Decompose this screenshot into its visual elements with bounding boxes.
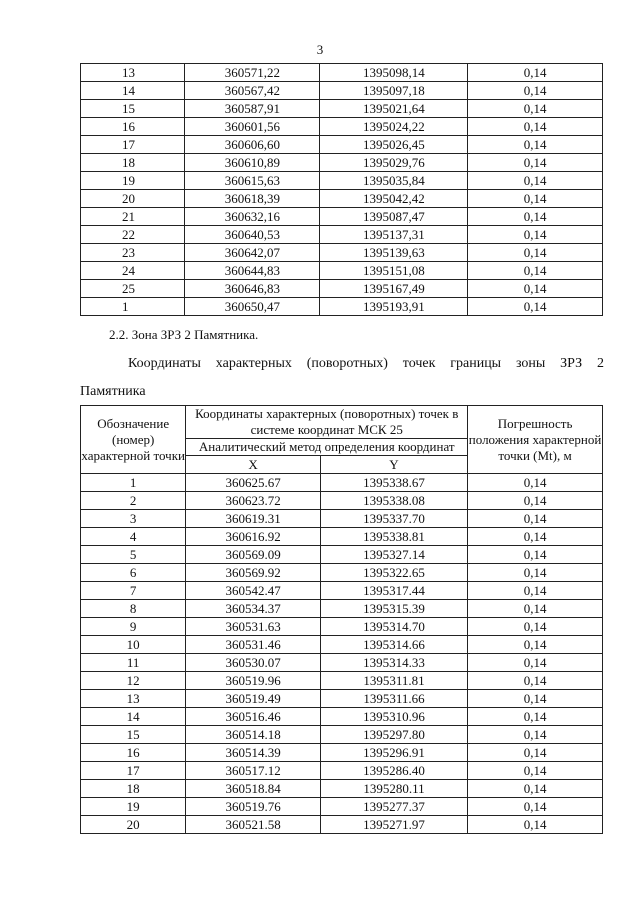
cell-error: 0,14	[468, 280, 603, 298]
table-row	[81, 510, 603, 528]
cell-point-number: 1	[81, 298, 185, 316]
cell-error: 0,14	[468, 262, 603, 280]
cell-error: 0,14	[468, 618, 603, 636]
cell-point-number: 18	[81, 154, 185, 172]
cell-error: 0,14	[468, 744, 603, 762]
table-row	[81, 798, 603, 816]
zone-coordinates-table	[80, 405, 603, 834]
cell-y: 1395338.81	[320, 528, 467, 546]
table-row	[81, 136, 603, 154]
table-row	[81, 564, 603, 582]
cell-x: 360650,47	[185, 298, 320, 316]
section-heading: 2.2. Зона ЗРЗ 2 Памятника.	[109, 327, 259, 342]
cell-point-number: 9	[81, 618, 186, 636]
cell-point-number: 16	[81, 744, 186, 762]
cell-error: 0,14	[468, 582, 603, 600]
table-row	[81, 262, 603, 280]
intro-text-line-1: Координаты характерных (поворотных) точек границы зоны ЗРЗ 2	[128, 356, 604, 371]
cell-error: 0,14	[468, 136, 603, 154]
cell-error: 0,14	[468, 672, 603, 690]
table-row	[81, 82, 603, 100]
cell-y: 1395137,31	[320, 226, 468, 244]
table-row	[81, 546, 603, 564]
cell-y: 1395151,08	[320, 262, 468, 280]
cell-error: 0,14	[468, 244, 603, 262]
table-row	[81, 226, 603, 244]
cell-error: 0,14	[468, 798, 603, 816]
coordinates-table-continued	[80, 63, 603, 316]
cell-x: 360521.58	[186, 816, 320, 834]
cell-error: 0,14	[468, 816, 603, 834]
zone-table-header	[81, 406, 603, 474]
cell-error: 0,14	[468, 298, 603, 316]
cell-y: 1395296.91	[320, 744, 467, 762]
cell-x: 360606,60	[185, 136, 320, 154]
table-row	[81, 744, 603, 762]
table-row	[81, 154, 603, 172]
cell-point-number: 14	[81, 708, 186, 726]
table-row	[81, 636, 603, 654]
cell-point-number: 15	[81, 100, 185, 118]
cell-point-number: 3	[81, 510, 186, 528]
table-row	[81, 762, 603, 780]
cell-x: 360640,53	[185, 226, 320, 244]
cell-error: 0,14	[468, 82, 603, 100]
cell-point-number: 15	[81, 726, 186, 744]
cell-x: 360619.31	[186, 510, 320, 528]
cell-y: 1395337.70	[320, 510, 467, 528]
cell-y: 1395029,76	[320, 154, 468, 172]
header-x: X	[186, 456, 320, 474]
table-row	[81, 816, 603, 834]
cell-error: 0,14	[468, 64, 603, 82]
cell-x: 360519.96	[186, 672, 320, 690]
cell-x: 360516.46	[186, 708, 320, 726]
cell-point-number: 17	[81, 762, 186, 780]
cell-x: 360632,16	[185, 208, 320, 226]
cell-error: 0,14	[468, 100, 603, 118]
cell-x: 360531.63	[186, 618, 320, 636]
cell-point-number: 19	[81, 798, 186, 816]
header-method: Аналитический метод определения координат	[186, 439, 468, 456]
cell-error: 0,14	[468, 474, 603, 492]
cell-error: 0,14	[468, 600, 603, 618]
table-row	[81, 618, 603, 636]
table-row	[81, 118, 603, 136]
cell-y: 1395087,47	[320, 208, 468, 226]
cell-y: 1395042,42	[320, 190, 468, 208]
cell-error: 0,14	[468, 780, 603, 798]
cell-point-number: 2	[81, 492, 186, 510]
table-row	[81, 280, 603, 298]
cell-y: 1395314.66	[320, 636, 467, 654]
table-row	[81, 528, 603, 546]
cell-y: 1395338.08	[320, 492, 467, 510]
cell-y: 1395193,91	[320, 298, 468, 316]
cell-y: 1395271.97	[320, 816, 467, 834]
cell-error: 0,14	[468, 726, 603, 744]
header-coordinates: Координаты характерных (поворотных) точек в системе координат МСК 25	[186, 406, 468, 439]
cell-x: 360571,22	[185, 64, 320, 82]
cell-y: 1395314.70	[320, 618, 467, 636]
cell-x: 360531.46	[186, 636, 320, 654]
cell-point-number: 21	[81, 208, 185, 226]
cell-x: 360517.12	[186, 762, 320, 780]
cell-x: 360569.92	[186, 564, 320, 582]
table-row	[81, 244, 603, 262]
header-error: Погрешность положения характерной точки (Mt), м	[468, 406, 603, 474]
cell-error: 0,14	[468, 654, 603, 672]
cell-x: 360610,89	[185, 154, 320, 172]
cell-x: 360534.37	[186, 600, 320, 618]
cell-x: 360542.47	[186, 582, 320, 600]
cell-point-number: 16	[81, 118, 185, 136]
cell-point-number: 18	[81, 780, 186, 798]
cell-x: 360616.92	[186, 528, 320, 546]
intro-text-line-2: Памятника	[80, 384, 146, 399]
cell-point-number: 17	[81, 136, 185, 154]
table-row	[81, 600, 603, 618]
cell-error: 0,14	[468, 762, 603, 780]
table-row	[81, 654, 603, 672]
cell-y: 1395280.11	[320, 780, 467, 798]
cell-x: 360644,83	[185, 262, 320, 280]
cell-y: 1395021,64	[320, 100, 468, 118]
cell-point-number: 24	[81, 262, 185, 280]
header-point-number: Обозначение (номер) характерной точки	[81, 406, 186, 474]
cell-error: 0,14	[468, 172, 603, 190]
table-row	[81, 172, 603, 190]
cell-point-number: 1	[81, 474, 186, 492]
cell-error: 0,14	[468, 690, 603, 708]
cell-point-number: 23	[81, 244, 185, 262]
cell-x: 360601,56	[185, 118, 320, 136]
cell-point-number: 8	[81, 600, 186, 618]
cell-y: 1395315.39	[320, 600, 467, 618]
table-row	[81, 208, 603, 226]
cell-y: 1395314.33	[320, 654, 467, 672]
table-row	[81, 298, 603, 316]
table-row	[81, 190, 603, 208]
cell-point-number: 4	[81, 528, 186, 546]
cell-point-number: 6	[81, 564, 186, 582]
cell-x: 360518.84	[186, 780, 320, 798]
table-row	[81, 582, 603, 600]
cell-x: 360618,39	[185, 190, 320, 208]
cell-y: 1395024,22	[320, 118, 468, 136]
cell-point-number: 12	[81, 672, 186, 690]
cell-x: 360519.49	[186, 690, 320, 708]
cell-point-number: 20	[81, 816, 186, 834]
table-row	[81, 474, 603, 492]
cell-x: 360569.09	[186, 546, 320, 564]
zone-table-body	[81, 474, 603, 834]
cell-x: 360623.72	[186, 492, 320, 510]
cell-error: 0,14	[468, 528, 603, 546]
cell-point-number: 10	[81, 636, 186, 654]
cell-error: 0,14	[468, 226, 603, 244]
table-row	[81, 64, 603, 82]
cell-y: 1395139,63	[320, 244, 468, 262]
cell-y: 1395035,84	[320, 172, 468, 190]
cell-point-number: 20	[81, 190, 185, 208]
cell-point-number: 22	[81, 226, 185, 244]
cell-y: 1395311.81	[320, 672, 467, 690]
table-row	[81, 690, 603, 708]
page-number: 3	[316, 42, 324, 57]
cell-x: 360625.67	[186, 474, 320, 492]
cell-y: 1395286.40	[320, 762, 467, 780]
cell-error: 0,14	[468, 208, 603, 226]
cell-y: 1395026,45	[320, 136, 468, 154]
cell-x: 360519.76	[186, 798, 320, 816]
cell-point-number: 5	[81, 546, 186, 564]
cell-point-number: 14	[81, 82, 185, 100]
cell-error: 0,14	[468, 546, 603, 564]
cell-y: 1395277.37	[320, 798, 467, 816]
cell-error: 0,14	[468, 510, 603, 528]
cell-y: 1395167,49	[320, 280, 468, 298]
table-row	[81, 100, 603, 118]
cell-error: 0,14	[468, 636, 603, 654]
cell-y: 1395310.96	[320, 708, 467, 726]
cell-y: 1395317.44	[320, 582, 467, 600]
cell-y: 1395311.66	[320, 690, 467, 708]
cell-x: 360567,42	[185, 82, 320, 100]
table-row	[81, 780, 603, 798]
cell-error: 0,14	[468, 492, 603, 510]
cell-y: 1395322.65	[320, 564, 467, 582]
cell-x: 360514.39	[186, 744, 320, 762]
cell-point-number: 25	[81, 280, 185, 298]
cell-point-number: 19	[81, 172, 185, 190]
cell-y: 1395097,18	[320, 82, 468, 100]
cell-point-number: 11	[81, 654, 186, 672]
cell-error: 0,14	[468, 190, 603, 208]
coordinates-table-body	[81, 64, 603, 316]
cell-point-number: 13	[81, 64, 185, 82]
cell-error: 0,14	[468, 708, 603, 726]
cell-x: 360642,07	[185, 244, 320, 262]
cell-y: 1395338.67	[320, 474, 467, 492]
cell-y: 1395098,14	[320, 64, 468, 82]
cell-y: 1395297.80	[320, 726, 467, 744]
cell-error: 0,14	[468, 154, 603, 172]
table-row	[81, 726, 603, 744]
cell-point-number: 7	[81, 582, 186, 600]
cell-point-number: 13	[81, 690, 186, 708]
cell-x: 360530.07	[186, 654, 320, 672]
cell-x: 360587,91	[185, 100, 320, 118]
cell-y: 1395327.14	[320, 546, 467, 564]
cell-x: 360646,83	[185, 280, 320, 298]
cell-error: 0,14	[468, 118, 603, 136]
table-row	[81, 672, 603, 690]
header-y: Y	[320, 456, 467, 474]
cell-x: 360514.18	[186, 726, 320, 744]
table-row	[81, 492, 603, 510]
cell-x: 360615,63	[185, 172, 320, 190]
cell-error: 0,14	[468, 564, 603, 582]
table-row	[81, 708, 603, 726]
